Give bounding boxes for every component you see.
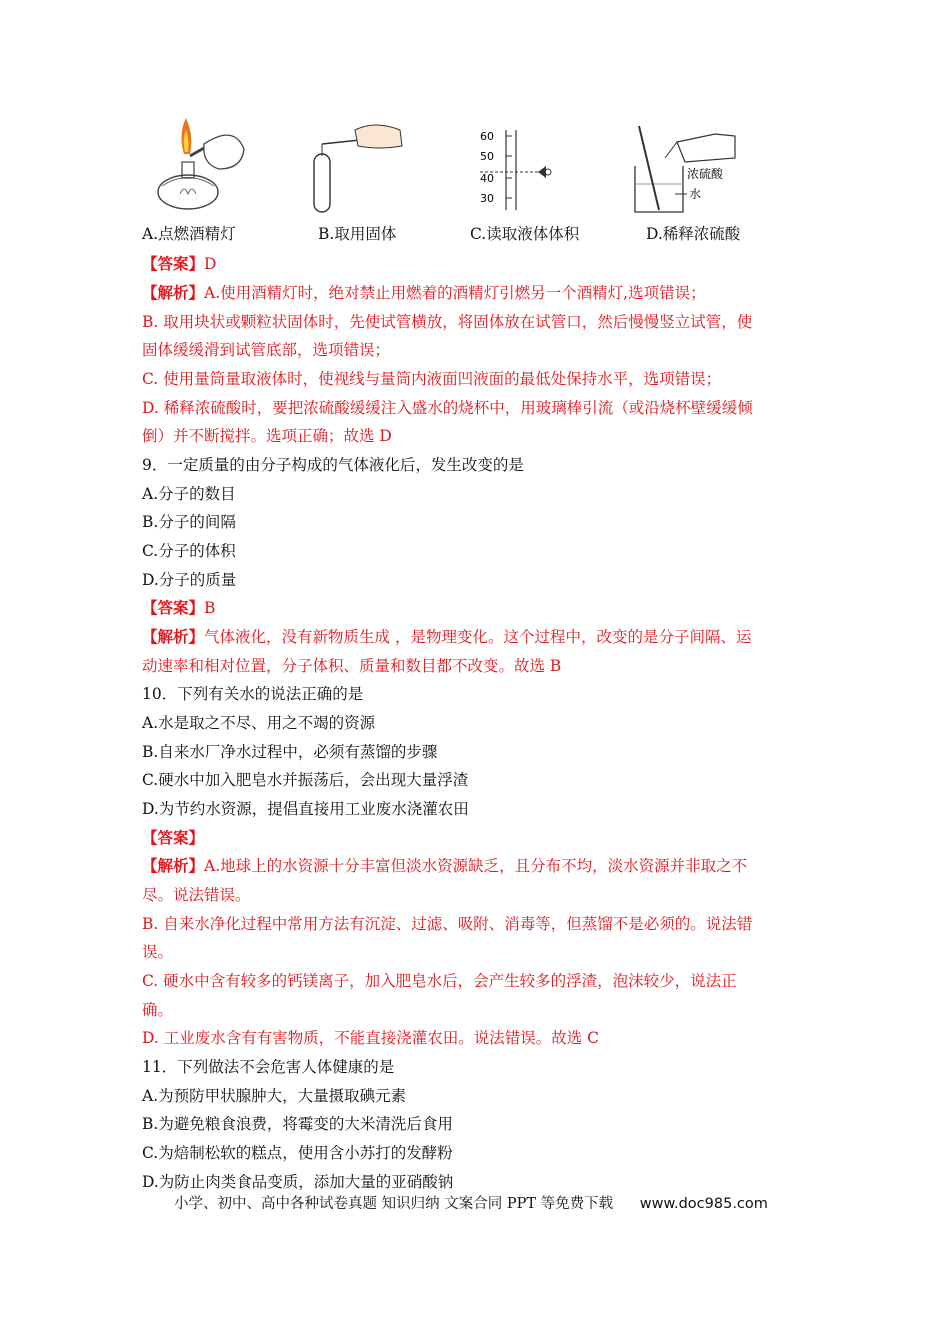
alcohol-lamp-figure bbox=[144, 114, 254, 216]
figure-caption-a: A.点燃酒精灯 bbox=[142, 225, 236, 243]
q11-option: D.为防止肉类食品变质，添加大量的亚硝酸钠 bbox=[142, 1173, 454, 1191]
q11-stem: 11．下列做法不会危害人体健康的是 bbox=[142, 1058, 395, 1076]
q8-analysis-line: 倒）并不断搅拌。选项正确；故选 D bbox=[142, 427, 392, 445]
q9-option: B.分子的间隔 bbox=[142, 513, 236, 531]
q10-analysis-line: B. 自来水净化过程中常用方法有沉淀、过滤、吸附、消毒等，但蒸馏不是必须的。说法错 bbox=[142, 915, 753, 933]
q8-analysis-line: B. 取用块状或颗粒状固体时，先使试管横放，将固体放在试管口，然后慢慢竖立试管，使 bbox=[142, 313, 753, 331]
footer-text: 小学、初中、高中各种试卷真题 知识归纳 文案合同 PPT 等免费下载 bbox=[174, 1196, 614, 1212]
q11-option: C.为焙制松软的糕点，使用含小苏打的发酵粉 bbox=[142, 1144, 453, 1162]
acid-label: 浓硫酸 bbox=[687, 167, 724, 181]
q10-analysis-line: D. 工业废水含有有害物质，不能直接浇灌农田。说法错误。故选 C bbox=[142, 1029, 600, 1047]
q10-option: A.水是取之不尽、用之不竭的资源 bbox=[142, 714, 376, 732]
q10-option: C.硬水中加入肥皂水并振荡后，会出现大量浮渣 bbox=[142, 771, 469, 789]
q8-analysis-line: 【解析】A.使用酒精灯时，绝对禁止用燃着的酒精灯引燃另一个酒精灯,选项错误； bbox=[142, 283, 706, 302]
diluting-acid-figure bbox=[625, 122, 745, 218]
experiment-figures bbox=[140, 112, 820, 272]
q11-option: B.为避免粮食浪费，将霉变的大米清洗后食用 bbox=[142, 1115, 453, 1133]
q10-option: B.自来水厂净水过程中，必须有蒸馏的步骤 bbox=[142, 743, 438, 761]
q10-analysis-line: C. 硬水中含有较多的钙镁离子，加入肥皂水后，会产生较多的浮渣，泡沫较少，说法正 bbox=[142, 972, 737, 990]
q9-stem: 9．一定质量的由分子构成的气体液化后，发生改变的是 bbox=[142, 456, 524, 474]
test-tube-figure bbox=[300, 120, 410, 216]
measuring-cylinder-figure bbox=[470, 128, 570, 212]
q10-analysis-line: 误。 bbox=[142, 943, 174, 961]
tick-label: 60 bbox=[480, 130, 494, 143]
page-footer bbox=[174, 1192, 768, 1213]
q10-option: D.为节约水资源，提倡直接用工业废水浇灌农田 bbox=[142, 800, 469, 818]
q9-analysis-line: 动速率和相对位置，分子体积、质量和数目都不改变。故选 B bbox=[142, 657, 562, 675]
q9-option: A.分子的数目 bbox=[142, 485, 236, 503]
figure-caption-b: B.取用固体 bbox=[318, 225, 397, 243]
water-label: 水 bbox=[689, 187, 702, 201]
q8-analysis-line: 固体缓缓滑到试管底部，选项错误； bbox=[142, 341, 391, 359]
q10-answer: 【答案】 bbox=[142, 828, 205, 847]
q10-analysis-line: 【解析】A.地球上的水资源十分丰富但淡水资源缺乏，且分布不均，淡水资源并非取之不 bbox=[142, 856, 748, 875]
q8-answer: 【答案】D bbox=[142, 254, 217, 273]
tick-label: 40 bbox=[480, 172, 494, 185]
q10-analysis-line: 尽。说法错误。 bbox=[142, 886, 251, 904]
figure-caption-d: D.稀释浓硫酸 bbox=[646, 225, 741, 243]
tick-label: 30 bbox=[480, 192, 494, 205]
q8-analysis-line: C. 使用量筒量取液体时，使视线与量筒内液面凹液面的最低处保持水平，选项错误； bbox=[142, 370, 722, 388]
footer-url-link[interactable]: www.doc985.com bbox=[639, 1196, 768, 1212]
q9-option: C.分子的体积 bbox=[142, 542, 236, 560]
q10-stem: 10．下列有关水的说法正确的是 bbox=[142, 685, 364, 703]
q9-answer: 【答案】B bbox=[142, 598, 216, 617]
q11-option: A.为预防甲状腺肿大，大量摄取碘元素 bbox=[142, 1087, 407, 1105]
q8-analysis-line: D. 稀释浓硫酸时，要把浓硫酸缓缓注入盛水的烧杯中，用玻璃棒引流（或沿烧杯壁缓缓倾 bbox=[142, 399, 753, 417]
tick-label: 50 bbox=[480, 150, 494, 163]
q10-analysis-line: 确。 bbox=[142, 1001, 174, 1019]
q9-analysis-line: 【解析】气体液化，没有新物质生成 ，是物理变化。这个过程中，改变的是分子间隔、运 bbox=[142, 627, 752, 646]
q9-option: D.分子的质量 bbox=[142, 571, 237, 589]
figure-caption-c: C.读取液体体积 bbox=[470, 225, 580, 243]
